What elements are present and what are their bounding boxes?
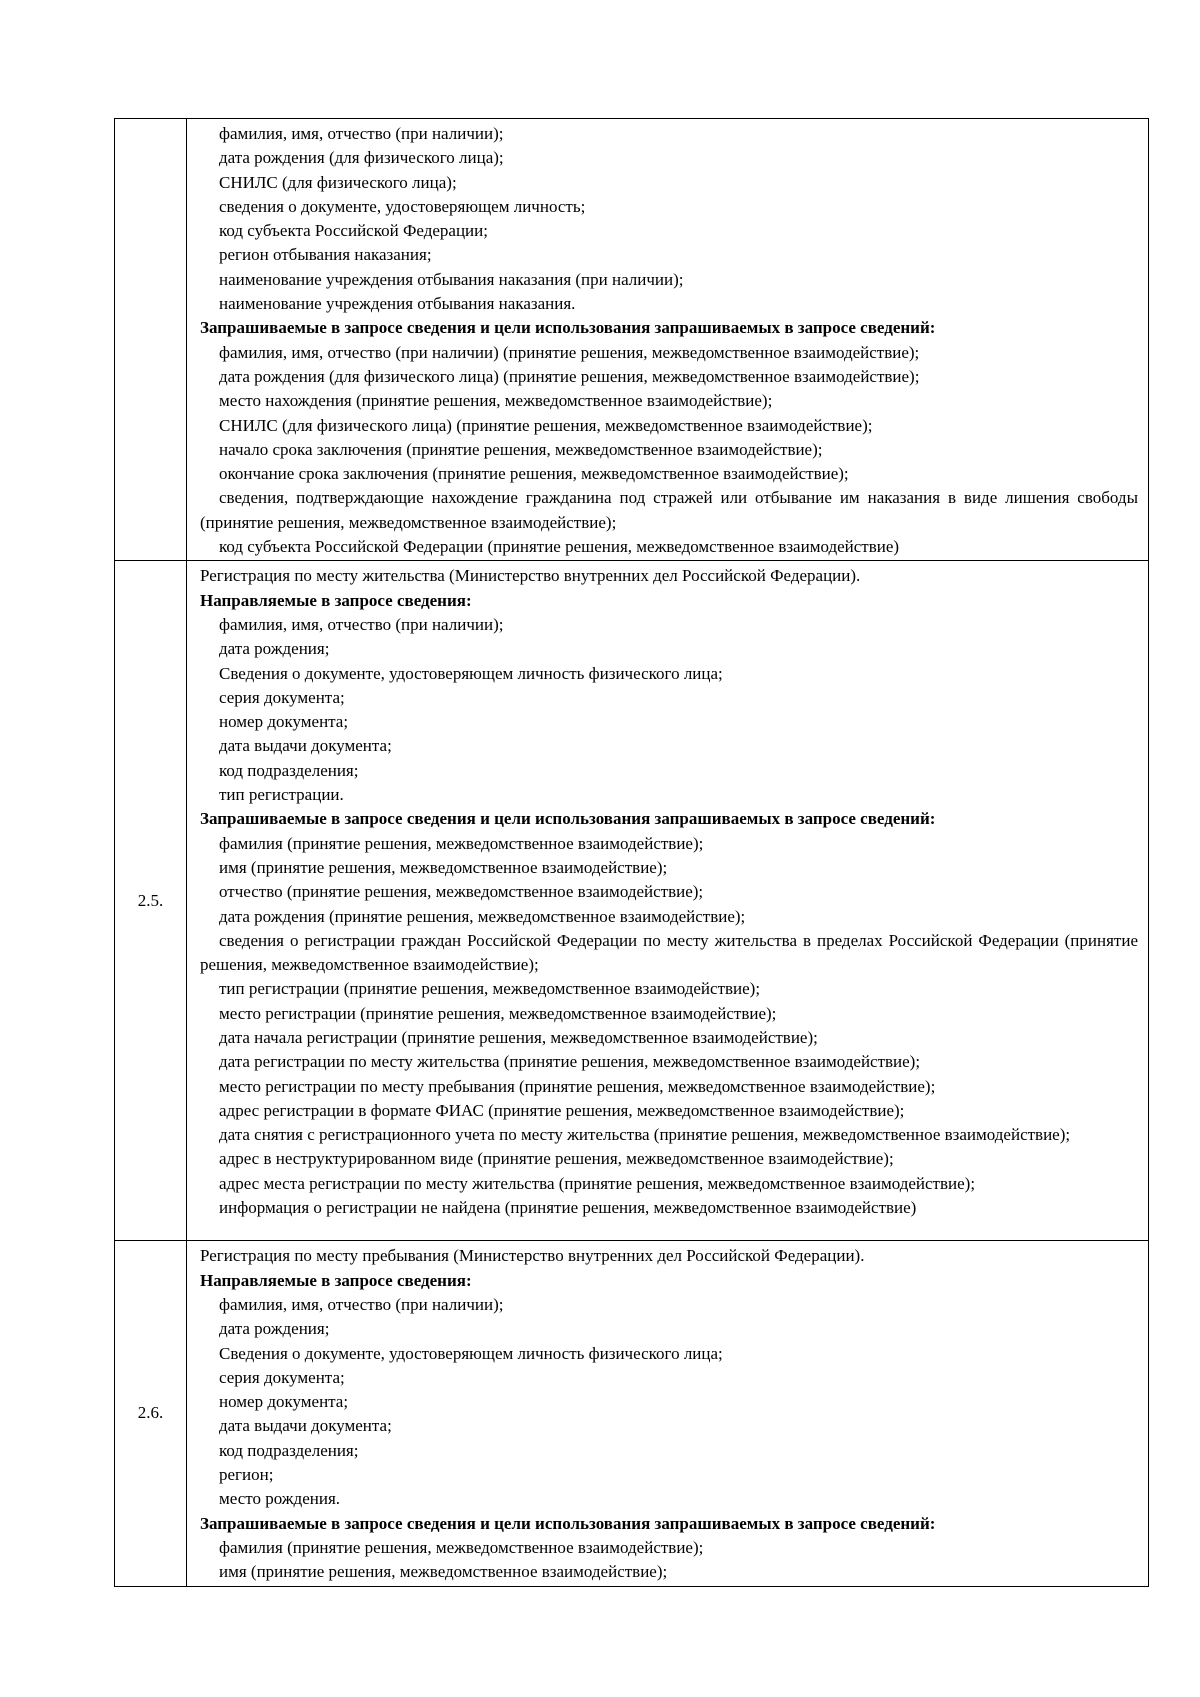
text-line: дата регистрации по месту жительства (принятие решения, межведомственное взаимодействие); xyxy=(219,1052,921,1072)
document-table xyxy=(114,118,1149,1587)
text-line: окончание срока заключения (принятие решения, межведомственное взаимодействие); xyxy=(219,464,849,484)
text-line: начало срока заключения (принятие решения, межведомственное взаимодействие); xyxy=(219,439,823,459)
text-line: серия документа; xyxy=(219,1367,345,1387)
text-line: код подразделения; xyxy=(219,760,359,780)
text-line: адрес места регистрации по месту жительства (принятие решения, межведомственное взаимодействие); xyxy=(219,1173,976,1193)
text-line: сведения о документе, удостоверяющем личность; xyxy=(219,196,586,216)
text-line: СНИЛС (для физического лица) (принятие решения, межведомственное взаимодействие); xyxy=(219,415,873,435)
text-line: Сведения о документе, удостоверяющем личность физического лица; xyxy=(219,1343,723,1363)
text-line: место нахождения (принятие решения, межведомственное взаимодействие); xyxy=(219,391,773,411)
section-heading: Запрашиваемые в запросе сведения и цели использования запрашиваемых в запросе сведений: xyxy=(200,809,936,829)
text-line: Сведения о документе, удостоверяющем личность физического лица; xyxy=(219,663,723,683)
text-line: информация о регистрации не найдена (принятие решения, межведомственное взаимодействие) xyxy=(219,1198,917,1218)
row-content-cell xyxy=(187,561,1149,1241)
text-paragraph: дата снятия с регистрационного учета по месту жительства (принятие решения, межведомственное взаимодействие); xyxy=(219,1125,1071,1145)
text-line: дата рождения (принятие решения, межведомственное взаимодействие); xyxy=(219,906,746,926)
section-heading: Направляемые в запросе сведения: xyxy=(200,590,472,610)
text-line: дата выдачи документа; xyxy=(219,736,392,756)
text-line: дата рождения; xyxy=(219,639,330,659)
text-line: место регистрации (принятие решения, межведомственное взаимодействие); xyxy=(219,1003,777,1023)
row-content-cell xyxy=(187,119,1149,561)
text-line: тип регистрации. xyxy=(219,785,344,805)
section-heading: Запрашиваемые в запросе сведения и цели использования запрашиваемых в запросе сведений: xyxy=(200,318,936,338)
text-line: фамилия (принятие решения, межведомственное взаимодействие); xyxy=(219,833,704,853)
text-line: дата рождения; xyxy=(219,1319,330,1339)
text-line: фамилия, имя, отчество (при наличии); xyxy=(219,124,504,143)
table-row xyxy=(115,119,1149,561)
text-line: фамилия, имя, отчество (при наличии) (принятие решения, межведомственное взаимодействие); xyxy=(219,342,920,362)
text-line: номер документа; xyxy=(219,1392,349,1412)
text-line: отчество (принятие решения, межведомственное взаимодействие); xyxy=(219,882,704,902)
text-line: имя (принятие решения, межведомственное взаимодействие); xyxy=(219,857,668,877)
text-line: фамилия (принятие решения, межведомственное взаимодействие); xyxy=(219,1537,704,1557)
table-row xyxy=(115,561,1149,1241)
row-content-cell xyxy=(187,1241,1149,1586)
text-line: код субъекта Российской Федерации; xyxy=(219,221,488,241)
text-line: наименование учреждения отбывания наказания (при наличии); xyxy=(219,269,684,289)
text-line: дата рождения (для физического лица); xyxy=(219,148,504,168)
text-line: Регистрация по месту жительства (Министерство внутренних дел Российской Федерации). xyxy=(200,566,861,586)
section-heading: Запрашиваемые в запросе сведения и цели использования запрашиваемых в запросе сведений: xyxy=(200,1513,936,1533)
text-line: наименование учреждения отбывания наказания. xyxy=(219,294,576,314)
text-line: фамилия, имя, отчество (при наличии); xyxy=(219,1294,504,1314)
text-line: тип регистрации (принятие решения, межведомственное взаимодействие); xyxy=(219,979,761,999)
text-paragraph: сведения, подтверждающие нахождение гражданина под стражей или отбывание им наказания в виде лишения свободы (принятие решения, межведомственное взаимодействие); xyxy=(200,488,1138,532)
text-line: адрес в неструктурированном виде (принятие решения, межведомственное взаимодействие); xyxy=(219,1149,894,1169)
text-line: дата выдачи документа; xyxy=(219,1416,392,1436)
text-line: дата рождения (для физического лица) (принятие решения, межведомственное взаимодействие); xyxy=(219,366,920,386)
text-line: серия документа; xyxy=(219,687,345,707)
text-line: место регистрации по месту пребывания (принятие решения, межведомственное взаимодействие); xyxy=(219,1076,936,1096)
text-line: код подразделения; xyxy=(219,1440,359,1460)
text-line: место рождения. xyxy=(219,1489,341,1509)
text-line: адрес регистрации в формате ФИАС (принятие решения, межведомственное взаимодействие); xyxy=(219,1100,905,1120)
text-line: номер документа; xyxy=(219,712,349,732)
text-line: Регистрация по месту пребывания (Министерство внутренних дел Российской Федерации). xyxy=(200,1246,865,1266)
text-line: дата начала регистрации (принятие решения, межведомственное взаимодействие); xyxy=(219,1027,818,1047)
row-number-cell xyxy=(115,119,187,561)
row-number-cell: 2.6. xyxy=(115,1241,187,1586)
text-paragraph: сведения о регистрации граждан Российской Федерации по месту жительства в пределах Российской Федерации (принятие решения, межведомственное взаимодействие); xyxy=(200,930,1138,975)
text-line: регион отбывания наказания; xyxy=(219,245,432,265)
text-line: фамилия, имя, отчество (при наличии); xyxy=(219,614,504,634)
section-heading: Направляемые в запросе сведения: xyxy=(200,1270,472,1290)
table-row xyxy=(115,1241,1149,1586)
text-line: код субъекта Российской Федерации (принятие решения, межведомственное взаимодействие) xyxy=(219,537,900,557)
text-line: имя (принятие решения, межведомственное взаимодействие); xyxy=(219,1562,668,1582)
text-line: регион; xyxy=(219,1465,274,1485)
row-number-cell: 2.5. xyxy=(115,561,187,1241)
text-line: СНИЛС (для физического лица); xyxy=(219,172,457,192)
